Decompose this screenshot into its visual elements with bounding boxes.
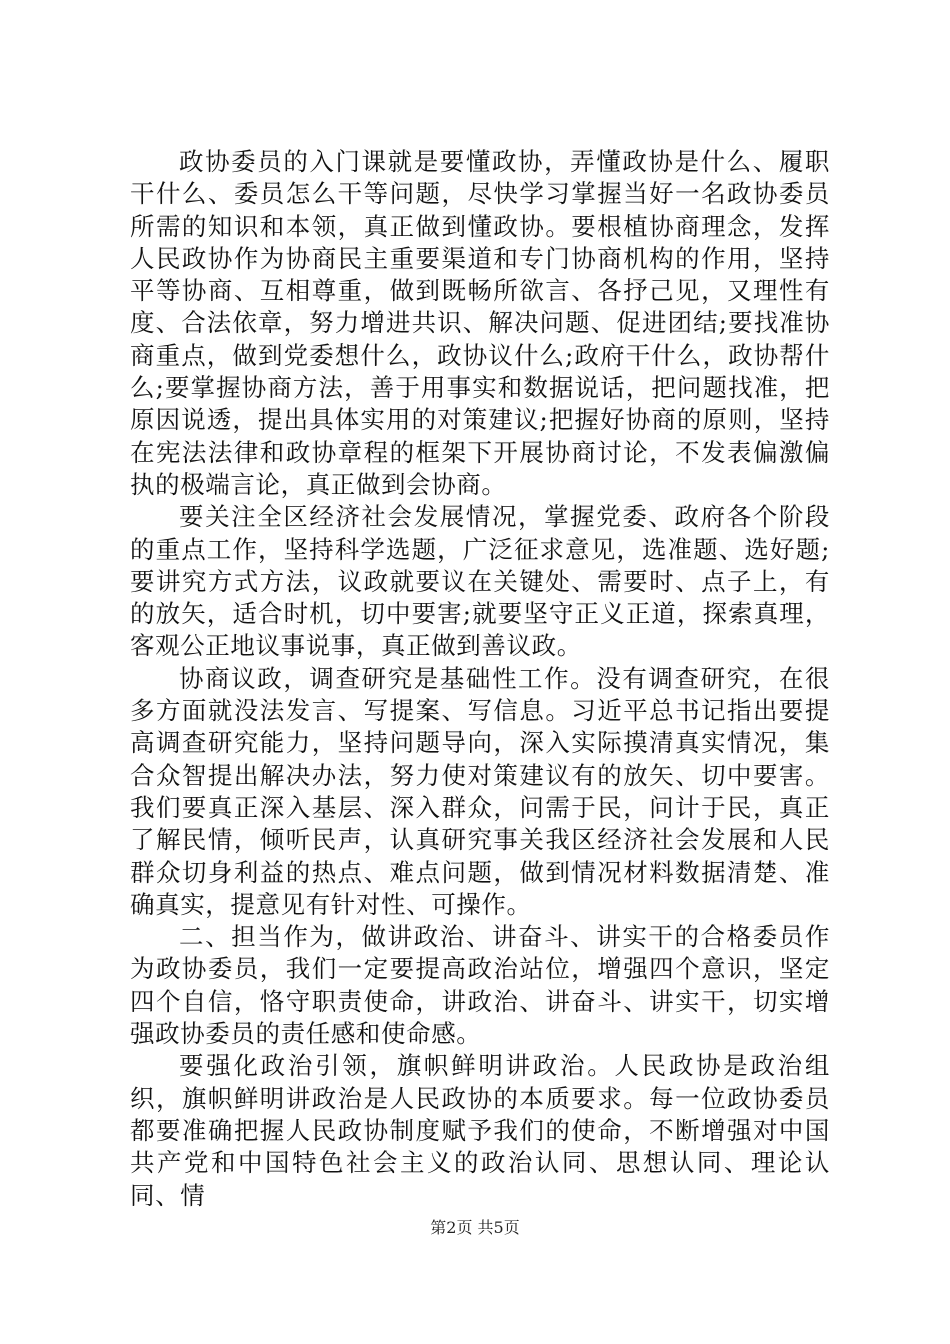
document-body — [130, 146, 830, 1212]
paragraph-3: 协商议政，调查研究是基础性工作。没有调查研究，在很多方面就没法发言、写提案、写信息。习近平总书记指出要提高调查研究能力，坚持问题导向，深入实际摸清真实情况，集合众智提出解决办法，努力使对策建议有的放矢、切中要害。我们要真正深入基层、深入群众，问需于民，问计于民，真正了解民情，倾听民声，认真研究事关我区经济社会发展和人民群众切身利益的热点、难点问题，做到情况材料数据清楚、准确真实，提意见有针对性、可操作。 — [130, 663, 830, 919]
paragraph-5: 要强化政治引领，旗帜鲜明讲政治。人民政协是政治组织，旗帜鲜明讲政治是人民政协的本质要求。每一位政协委员都要准确把握人民政协制度赋予我们的使命，不断增强对中国共产党和中国特色社会主义的政治认同、思想认同、理论认同、情 — [130, 1051, 830, 1210]
paragraph-2: 要关注全区经济社会发展情况，掌握党委、政府各个阶段的重点工作，坚持科学选题，广泛征求意见，选准题、选好题;要讲究方式方法，议政就要议在关键处、需要时、点子上，有的放矢，适合时机，切中要害;就要坚守正义正道，探索真理，客观公正地议事说事，真正做到善议政。 — [130, 502, 830, 661]
page-number-footer: 第2页 共5页 — [430, 1218, 520, 1237]
paragraph-1: 政协委员的入门课就是要懂政协，弄懂政协是什么、履职干什么、委员怎么干等问题，尽快学习掌握当好一名政协委员所需的知识和本领，真正做到懂政协。要根植协商理念，发挥人民政协作为协商民主重要渠道和专门协商机构的作用，坚持平等协商、互相尊重，做到既畅所欲言、各抒己见，又理性有度、合法依章，努力增进共识、解决问题、促进团结;要找准协商重点，做到党委想什么，政协议什么;政府干什么，政协帮什么;要掌握协商方法，善于用事实和数据说话，把问题找准，把原因说透，提出具体实用的对策建议;把握好协商的原则，坚持在宪法法律和政协章程的框架下开展协商讨论，不发表偏激偏执的极端言论，真正做到会协商。 — [130, 147, 830, 499]
paragraph-4: 二、担当作为，做讲政治、讲奋斗、讲实干的合格委员作为政协委员，我们一定要提高政治站位，增强四个意识，坚定四个自信，恪守职责使命，讲政治、讲奋斗、讲实干，切实增强政协委员的责任感和使命感。 — [130, 922, 830, 1049]
